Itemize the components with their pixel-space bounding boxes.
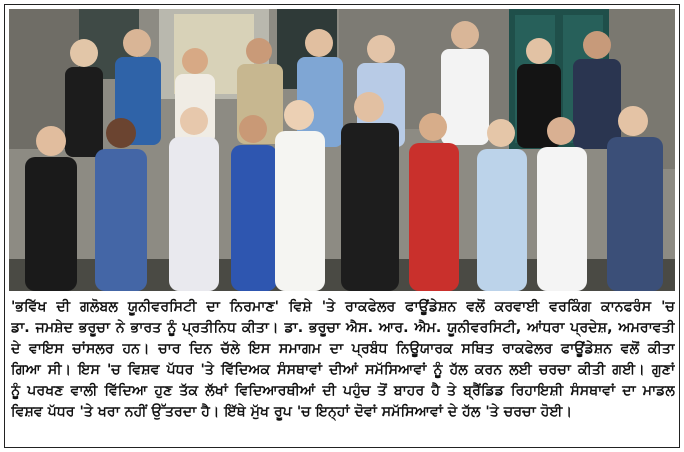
caption-line: ਨੂੰ ਪਰਖਣ ਵਾਲੀ ਵਿੱਦਿਆ ਹੁਣ ਤੱਕ ਲੱਖਾਂ ਵਿਦਿਆਰਥੀਆਂ ਦੀ ਪਹੁੰਚ ਤੋਂ ਬਾਹਰ ਹੈ ਤੇ ਬ੍ਰੈਂਡਿਡ ਰਿਹਾਇਸ਼ੀ ਸੰਸਥਾਵਾਂ ਦਾ ਮਾਡਲ [11,383,675,399]
newspaper-clipping [4,4,680,448]
caption-line: ਵਿਸ਼ਵ ਪੱਧਰ 'ਤੇ ਖਰਾ ਨਹੀਂ ਉੱਤਰਦਾ ਹੈ। ਇੱਥੇ ਮੁੱਖ ਰੂਪ 'ਚ ਇਨ੍ਹਾਂ ਦੋਵਾਂ ਸਮੱਸਿਆਵਾਂ ਦੇ ਹੱਲ 'ਤੇ ਚਰਚਾ ਹੋਈ। [11,404,573,420]
group-photo-illustration [9,9,675,291]
caption-line: 'ਭਵਿੱਖ ਦੀ ਗਲੋਬਲ ਯੂਨੀਵਰਸਿਟੀ ਦਾ ਨਿਰਮਾਣ' ਵਿਸ਼ੇ 'ਤੇ ਰਾਕਫੇਲਰ ਫਾਊਂਡੇਸ਼ਨ ਵਲੋਂ ਕਰਵਾਈ ਵਰਕਿੰਗ ਕਾਨਫਰੰਸ 'ਚ [11,299,675,315]
caption-line: ਗਿਆ ਸੀ। ਇਸ 'ਚ ਵਿਸ਼ਵ ਪੱਧਰ 'ਤੇ ਵਿੱਦਿਅਕ ਸੰਸਥਾਵਾਂ ਦੀਆਂ ਸਮੱਸਿਆਵਾਂ ਨੂੰ ਹੱਲ ਕਰਨ ਲਈ ਚਰਚਾ ਕੀਤੀ ਗਈ। ਗੁਣਾਂ [11,362,675,378]
caption-line: ਡਾ. ਜਮਸ਼ੇਦ ਭਰੂਚਾ ਨੇ ਭਾਰਤ ਨੂੰ ਪ੍ਰਤੀਨਿਧ ਕੀਤਾ। ਡਾ. ਭਰੂਚਾ ਐਸ. ਆਰ. ਐਮ. ਯੂਨੀਵਰਸਿਟੀ, ਆਂਧਰਾ ਪ੍ਰਦੇਸ਼, ਅਮਰਾਵਤੀ [11,320,675,336]
caption-line: ਦੇ ਵਾਇਸ ਚਾਂਸਲਰ ਹਨ। ਚਾਰ ਦਿਨ ਚੱਲੇ ਇਸ ਸਮਾਗਮ ਦਾ ਪ੍ਰਬੰਧ ਨਿਊਯਾਰਕ ਸਥਿਤ ਰਾਕਫੇਲਰ ਫਾਊਂਡੇਸ਼ਨ ਵਲੋਂ ਕੀਤਾ [11,341,675,357]
article-caption [11,297,675,445]
group-photo [9,9,675,291]
